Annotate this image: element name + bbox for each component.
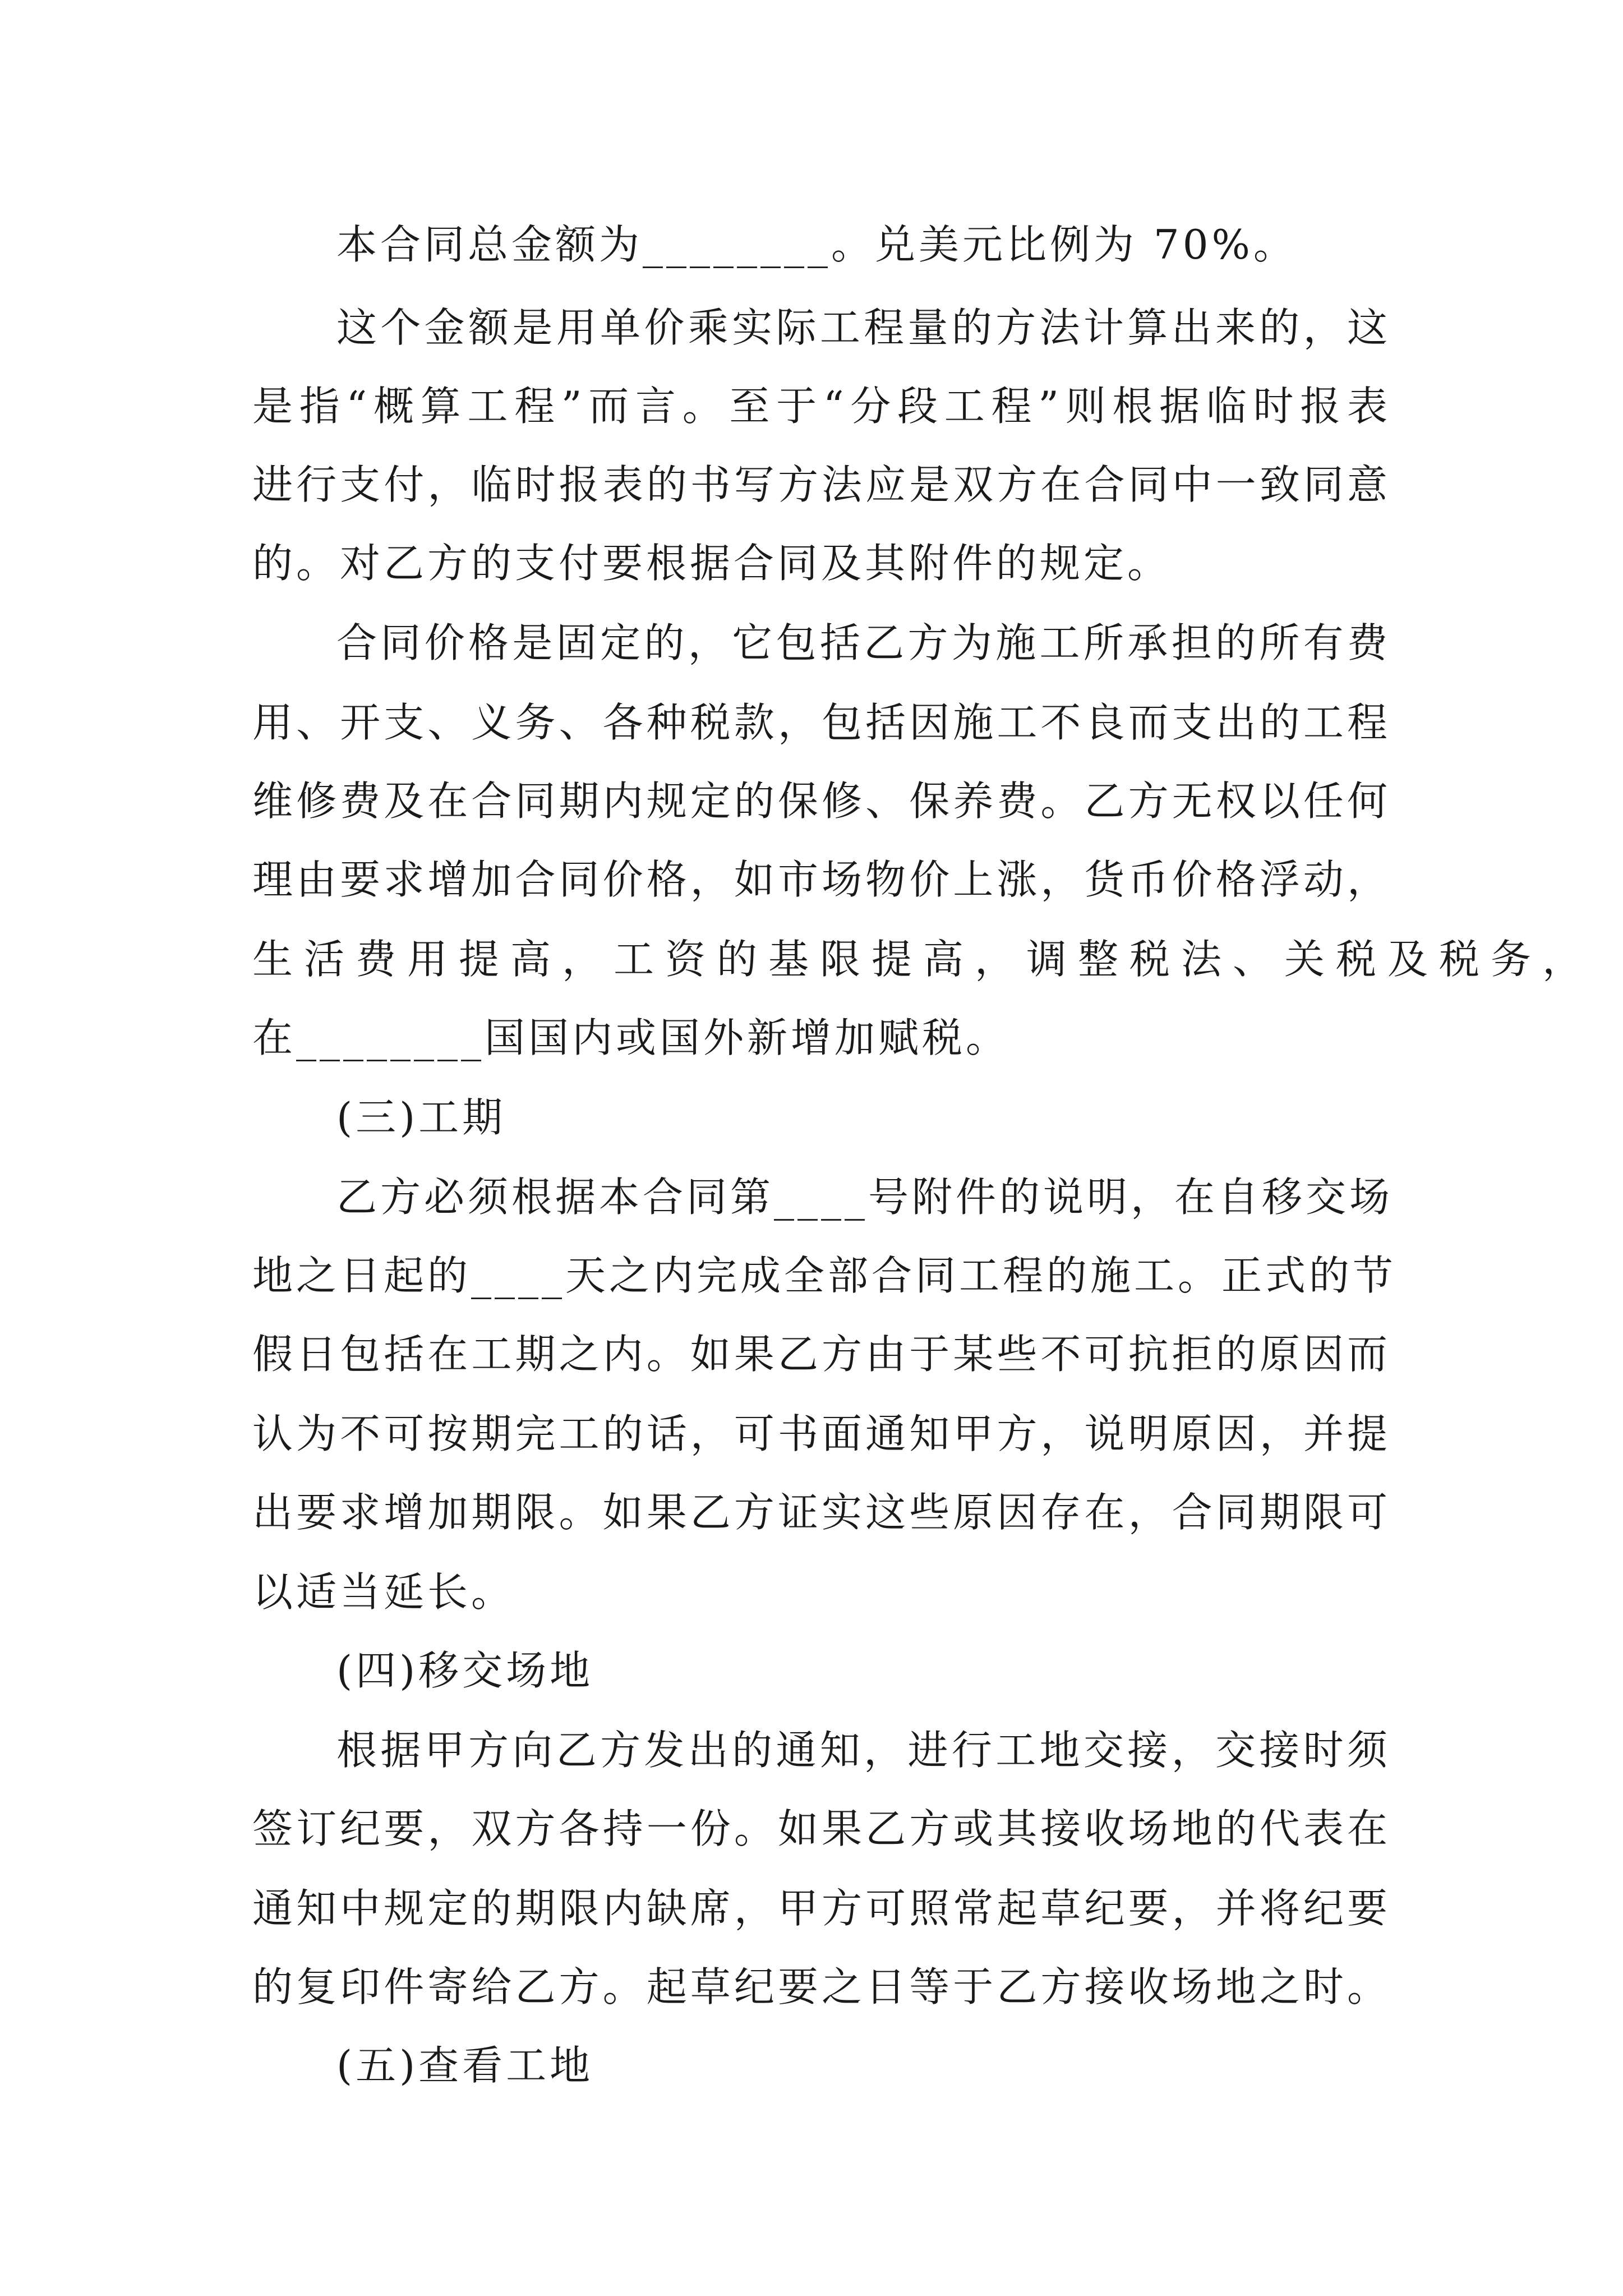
paragraph-line: 的。对乙方的支付要根据合同及其附件的规定。 — [252, 540, 1172, 587]
section-heading: (三)工期 — [336, 1094, 506, 1141]
paragraph-line: 出要求增加期限。如果乙方证实这些原因存在，合同期限可 — [252, 1489, 1391, 1536]
paragraph-line: 签订纪要，双方各持一份。如果乙方或其接收场地的代表在 — [252, 1805, 1391, 1852]
paragraph-line: 本合同总金额为________。兑美元比例为 70%。 — [336, 221, 1297, 268]
paragraph-line: 这个金额是用单价乘实际工程量的方法计算出来的，这 — [336, 304, 1391, 351]
paragraph-line: 通知中规定的期限内缺席，甲方可照常起草纪要，并将纪要 — [252, 1885, 1391, 1932]
paragraph-line: 进行支付，临时报表的书写方法应是双方在合同中一致同意 — [252, 461, 1391, 508]
paragraph-line: 用、开支、义务、各种税款，包括因施工不良而支出的工程 — [252, 699, 1391, 746]
paragraph-line: 是指“概算工程”而言。至于“分段工程”则根据临时报表 — [252, 383, 1391, 430]
section-heading: (五)查看工地 — [336, 2042, 594, 2089]
paragraph-line: 合同价格是固定的，它包括乙方为施工所承担的所有费 — [336, 619, 1391, 666]
paragraph-line: 地之日起的____天之内完成全部合同工程的施工。正式的节 — [252, 1252, 1397, 1299]
paragraph-line: 根据甲方向乙方发出的通知，进行工地交接，交接时须 — [336, 1727, 1391, 1774]
paragraph-line: 假日包括在工期之内。如果乙方由于某些不可抗拒的原因而 — [252, 1331, 1391, 1378]
paragraph-line: 以适当延长。 — [252, 1568, 515, 1616]
paragraph-line: 的复印件寄给乙方。起草纪要之日等于乙方接收场地之时。 — [252, 1963, 1391, 2010]
paragraph-line: 乙方必须根据本合同第____号附件的说明，在自移交场 — [336, 1174, 1394, 1221]
section-heading: (四)移交场地 — [336, 1647, 594, 1694]
paragraph-line: 在________国国内或国外新增加赋税。 — [252, 1014, 1010, 1061]
paragraph-line: 生活费用提高，工资的基限提高，调整税法、关税及税务， — [252, 936, 1594, 983]
paragraph-line: 理由要求增加合同价格，如市场物价上涨，货币价格浮动， — [252, 856, 1391, 903]
paragraph-line: 认为不可按期完工的话，可书面通知甲方，说明原因，并提 — [252, 1410, 1391, 1457]
paragraph-line: 维修费及在合同期内规定的保修、保养费。乙方无权以任何 — [252, 777, 1391, 825]
